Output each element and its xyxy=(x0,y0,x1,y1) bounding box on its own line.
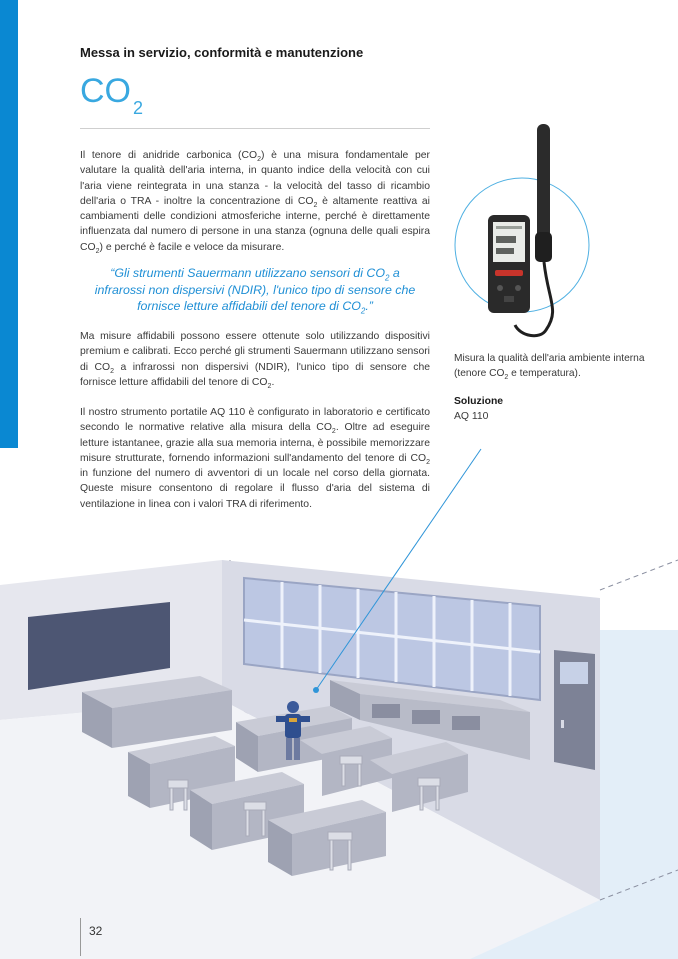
heading-rule xyxy=(80,128,430,129)
device-handheld xyxy=(488,215,530,313)
co2-heading-main: CO xyxy=(80,72,131,110)
third-paragraph: Il nostro strumento portatile AQ 110 è configurato in laboratorio e certificato secondo le normative relative alla misura della $CO_2$. Oltre ad eseguire letture istantanee, grazie alla sua memoria interna, è possibile memorizzare misure strutturate, fornendo informazioni sull'andamento del tenore di $CO_2$ in funzione del numero di avventori di un locale nel corso della giornata. Queste misure consentono di regolare il flusso d'aria del sistema di ventilazione in linea con i valori TRA di riferimento. xyxy=(80,407,430,510)
page-number: 32 xyxy=(89,924,103,938)
device-caption: Misura la qualità dell'aria ambiente interna (tenore $CO_2$ e temperatura). xyxy=(454,353,645,382)
intro-paragraph: Il tenore di anidride carbonica $(CO_2)$ è una misura fondamentale per valutare la qualità dell'aria interna, in quanto indice della velocità con cui l'aria viene reintegrata in una stanza - la velocità del tasso di ricambio dell'aria o TRA - inoltre la concentrazione di $CO_2$ è altamente reattiva ai cambiamenti delle condizioni atmosferiche interne, perché è direttamente influenzata dal numero di persone in una stanza (ognuna delle quali espira $CO_2$) e perché è facile e veloce da misurare. xyxy=(80,150,430,255)
page-number-rule xyxy=(80,918,81,956)
door xyxy=(554,650,595,770)
solution-value: AQ 110 xyxy=(454,411,489,422)
co2-heading-sub: 2 xyxy=(133,98,144,118)
co2-heading xyxy=(80,72,144,118)
solution-label: Soluzione xyxy=(454,396,504,407)
pull-quote: “Gli strumenti Sauermann utilizzano sensori di $CO_2$ a infrarossi non dispersivi (NDIR), l'unico tipo di sensore che fornisce letture affidabili del tenore di $CO_2$.” xyxy=(94,266,416,316)
section-title: Messa in servizio, conformità e manutenzione xyxy=(80,45,364,60)
second-paragraph: Ma misure affidabili possono essere ottenute solo utilizzando dispositivi premium e calibrati. Ecco perché gli strumenti Sauermann utilizzano sensori di $CO_2$ a infrarossi non dispersivi (NDIR), l'unico tipo di sensore che fornisce letture affidabili del tenore di $CO_2$. xyxy=(80,331,430,390)
pointer-dot xyxy=(313,687,319,693)
